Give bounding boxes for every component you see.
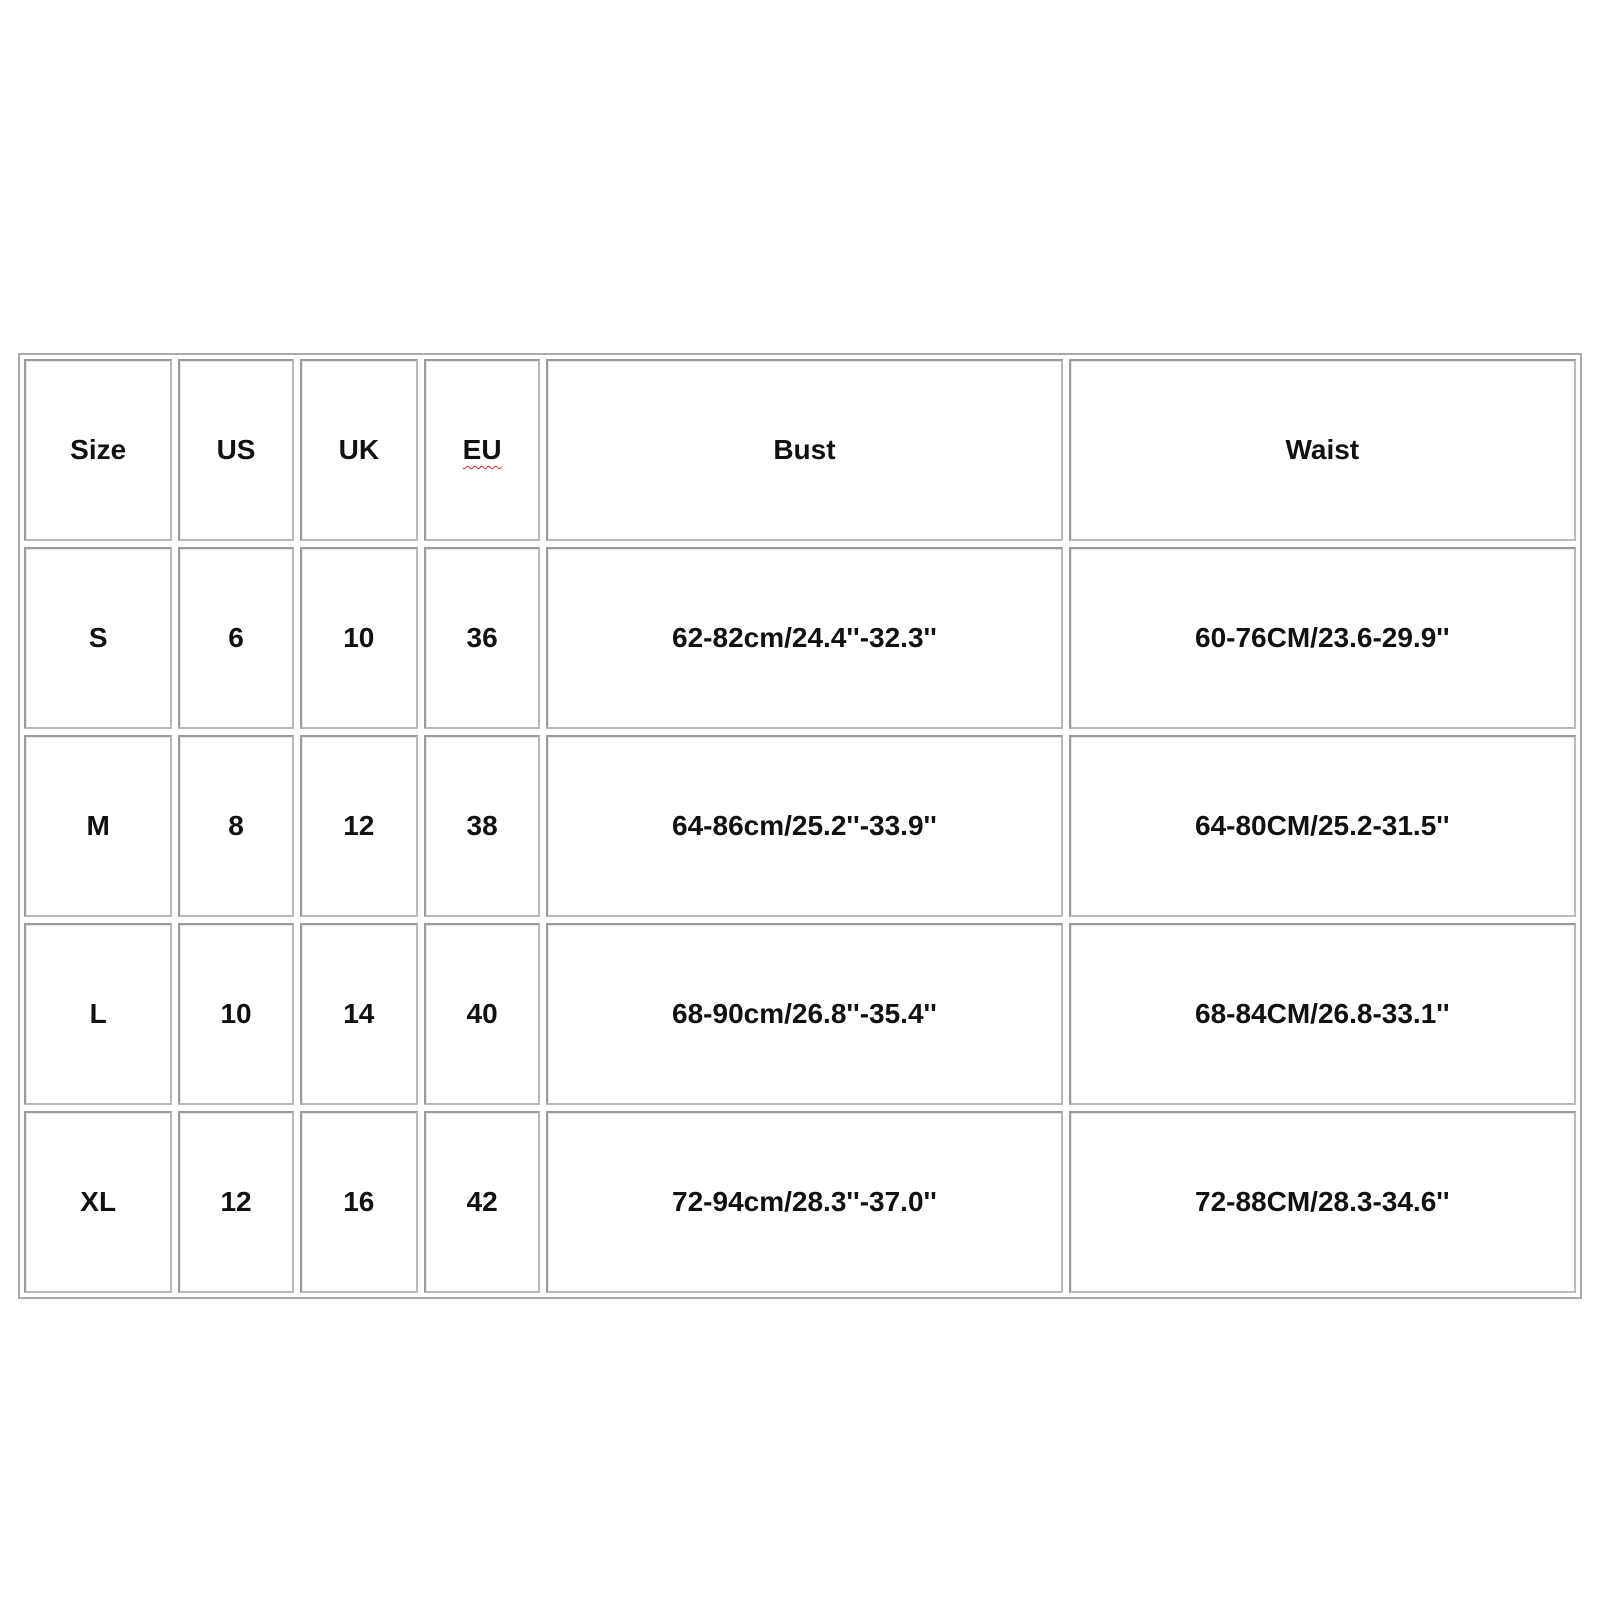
cell-uk: 12 xyxy=(300,735,418,917)
cell-eu: 38 xyxy=(424,735,540,917)
size-chart-table xyxy=(18,353,1582,1299)
header-bust: Bust xyxy=(546,359,1062,541)
cell-size: L xyxy=(24,923,172,1105)
cell-eu: 36 xyxy=(424,547,540,729)
cell-uk: 14 xyxy=(300,923,418,1105)
cell-uk: 10 xyxy=(300,547,418,729)
cell-waist: 72-88CM/28.3-34.6'' xyxy=(1069,1111,1576,1293)
table-row xyxy=(24,735,1576,917)
cell-us: 12 xyxy=(178,1111,293,1293)
cell-size: S xyxy=(24,547,172,729)
table-row xyxy=(24,923,1576,1105)
header-size: Size xyxy=(24,359,172,541)
header-waist: Waist xyxy=(1069,359,1576,541)
cell-size: M xyxy=(24,735,172,917)
cell-eu: 42 xyxy=(424,1111,540,1293)
cell-us: 6 xyxy=(178,547,293,729)
cell-waist: 68-84CM/26.8-33.1'' xyxy=(1069,923,1576,1105)
header-uk: UK xyxy=(300,359,418,541)
size-chart xyxy=(18,353,1582,1299)
cell-uk: 16 xyxy=(300,1111,418,1293)
cell-bust: 72-94cm/28.3''-37.0'' xyxy=(546,1111,1062,1293)
cell-waist: 64-80CM/25.2-31.5'' xyxy=(1069,735,1576,917)
cell-us: 10 xyxy=(178,923,293,1105)
header-row xyxy=(24,359,1576,541)
table-row xyxy=(24,547,1576,729)
table-row xyxy=(24,1111,1576,1293)
cell-bust: 64-86cm/25.2''-33.9'' xyxy=(546,735,1062,917)
cell-us: 8 xyxy=(178,735,293,917)
cell-bust: 62-82cm/24.4''-32.3'' xyxy=(546,547,1062,729)
cell-bust: 68-90cm/26.8''-35.4'' xyxy=(546,923,1062,1105)
header-eu-label: EU xyxy=(462,434,502,465)
header-us: US xyxy=(178,359,293,541)
header-eu xyxy=(424,359,540,541)
cell-size: XL xyxy=(24,1111,172,1293)
cell-eu: 40 xyxy=(424,923,540,1105)
cell-waist: 60-76CM/23.6-29.9'' xyxy=(1069,547,1576,729)
